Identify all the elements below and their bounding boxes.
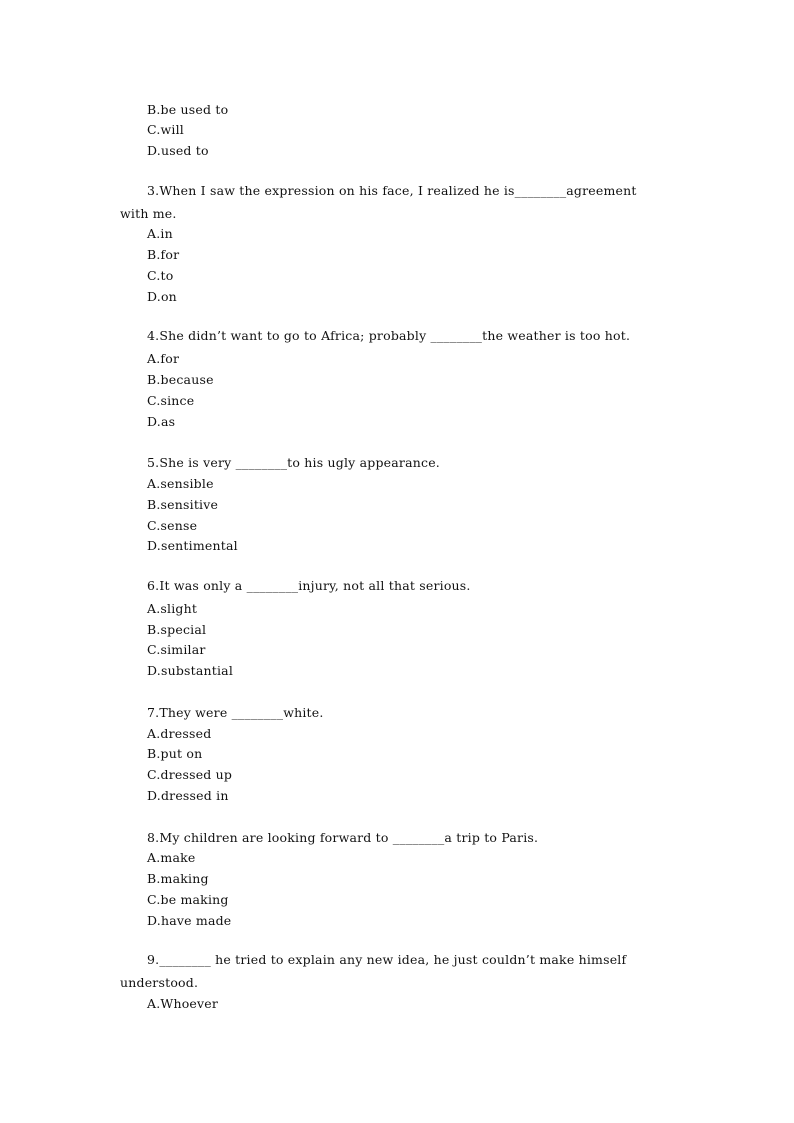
option-line: B.because (147, 372, 214, 387)
question-line: 5.She is very ________to his ugly appearance. (147, 455, 440, 470)
option-line: B.for (147, 247, 180, 262)
option-line: A.make (147, 850, 196, 865)
option-line: B.making (147, 871, 209, 886)
option-line: A.sensible (147, 476, 214, 491)
question-line: 9.________ he tried to explain any new idea, he just couldn’t make himself (147, 952, 627, 967)
option-line: A.in (147, 226, 173, 241)
option-line: B.be used to (147, 102, 229, 117)
option-line: D.dressed in (147, 788, 229, 803)
option-line: D.used to (147, 143, 209, 158)
option-line: D.substantial (147, 663, 234, 678)
option-line: D.sentimental (147, 538, 238, 553)
question-line: 6.It was only a ________injury, not all that serious. (147, 578, 471, 593)
question-line: 4.She didn’t want to go to Africa; probably ________the weather is too hot. (147, 328, 631, 343)
option-line: D.on (147, 289, 177, 304)
option-line: B.sensitive (147, 497, 219, 512)
option-line: A.for (147, 351, 180, 366)
option-line: D.as (147, 414, 176, 429)
question-line: 8.My children are looking forward to ________a trip to Paris. (147, 830, 539, 845)
question-line: 3.When I saw the expression on his face, I realized he is________agreement (147, 183, 637, 198)
option-line: D.have made (147, 913, 232, 928)
question-continuation: with me. (120, 206, 177, 221)
option-line: B.put on (147, 746, 203, 761)
option-line: C.be making (147, 892, 229, 907)
option-line: C.similar (147, 642, 206, 657)
option-line: C.sense (147, 518, 198, 533)
option-line: A.slight (147, 601, 198, 616)
option-line: C.dressed up (147, 767, 233, 782)
option-line: B.special (147, 622, 207, 637)
option-line: C.since (147, 393, 195, 408)
option-line: A.dressed (147, 726, 212, 741)
option-line: A.Whoever (147, 996, 219, 1011)
option-line: C.to (147, 268, 174, 283)
option-line: C.will (147, 122, 184, 137)
question-line: 7.They were ________white. (147, 705, 324, 720)
question-continuation: understood. (120, 975, 199, 990)
